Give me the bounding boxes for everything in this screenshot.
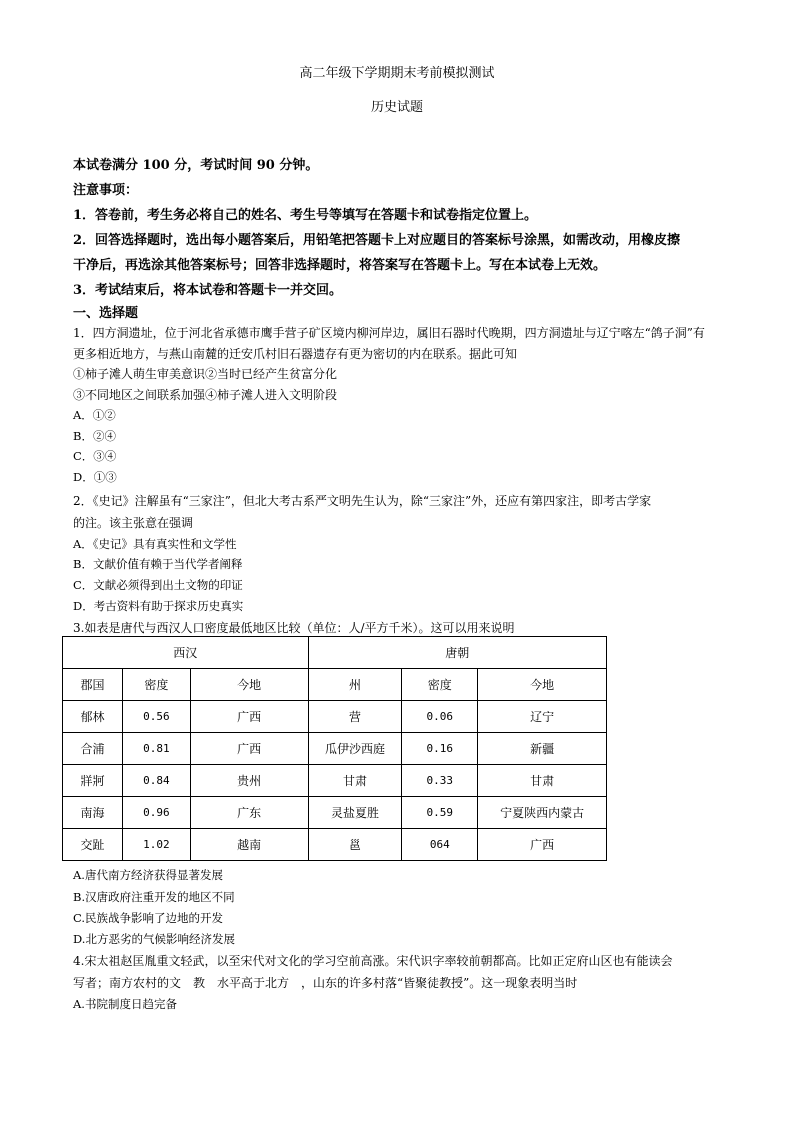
population-density-table [62,636,607,861]
table-cell: 0.81 [122,733,190,765]
q2-stem-line-2: 的注。该主张意在强调 [73,516,194,530]
group-header-western-han: 西汉 [63,637,309,669]
q2-stem-line-1: 2．《史记》注解虽有“三家注”，但北大考古系严文明先生认为，除“三家注”外，还应有第四家注，即考古学家 [73,494,652,508]
table-cell: 1.02 [122,829,190,861]
q2-option-a: A．《史记》具有真实性和文学性 [73,537,237,551]
table-cell: 宁夏陕西内蒙古 [478,797,607,829]
table-column-header-row [63,669,607,701]
table-cell: 甘肃 [308,765,402,797]
section-title: 一、选择题 [73,306,139,321]
table-cell: 南海 [63,797,123,829]
notice-item-2-line-2: 干净后，再选涂其他答案标号；回答非选择题时，将答案写在答题卡上。写在本试卷上无效。 [73,258,607,273]
table-cell: 0.16 [402,733,478,765]
column-header: 密度 [402,669,478,701]
table-cell: 合浦 [63,733,123,765]
table-cell: 0.56 [122,701,190,733]
q2-option-d: D．考古资料有助于探求历史真实 [73,599,244,613]
q3-stem: 3.如表是唐代与西汉人口密度最低地区比较（单位：人/平方千米）。这可以用来说明 [73,621,515,635]
q1-stem-line-2: 更多相近地方，与燕山南麓的迁安爪村旧石器遗存有更为密切的内在联系。据此可知 [73,347,518,361]
column-header: 今地 [478,669,607,701]
table-cell: 越南 [190,829,308,861]
q1-option-a: A．①② [73,408,116,422]
table-cell: 灵盐夏胜 [308,797,402,829]
table-row [63,765,607,797]
q3-option-d: D.北方恶劣的气候影响经济发展 [73,932,235,946]
table-cell: 广西 [478,829,607,861]
q3-option-c: C.民族战争影响了边地的开发 [73,911,224,925]
notice-item-3: 3．考试结束后，将本试卷和答题卡一并交回。 [73,283,343,298]
table-cell: 新疆 [478,733,607,765]
table-row [63,829,607,861]
table-cell: 甘肃 [478,765,607,797]
notice-intro: 本试卷满分 100 分，考试时间 90 分钟。 [73,158,319,173]
q2-option-c: C．文献必须得到出土文物的印证 [73,578,243,592]
table-row [63,733,607,765]
table-cell: 0.59 [402,797,478,829]
table-cell: 0.96 [122,797,190,829]
table-cell: 邕 [308,829,402,861]
table-cell: 辽宁 [478,701,607,733]
table-cell: 郁林 [63,701,123,733]
table-cell: 广东 [190,797,308,829]
column-header: 密度 [122,669,190,701]
q1-item-line-2: ③不同地区之间联系加强④柿子滩人进入文明阶段 [73,388,338,402]
table-cell: 瓜伊沙西庭 [308,733,402,765]
column-header: 郡国 [63,669,123,701]
table-cell: 0.84 [122,765,190,797]
q4-stem-line-2: 写者；南方农村的文 教 水平高于北方 ，山东的许多村落“皆聚徒教授”。这一现象表明当时 [73,976,578,990]
q1-option-b: B．②④ [73,429,116,443]
exam-subtitle: 历史试题 [370,100,423,115]
column-header: 今地 [190,669,308,701]
q1-option-d: D．①③ [73,470,117,484]
notice-item-2-line-1: 2．回答选择题时，选出每小题答案后，用铅笔把答题卡上对应题目的答案标号涂黑，如需改动，用橡皮擦 [73,233,681,248]
table-cell: 0.33 [402,765,478,797]
q2-option-b: B．文献价值有赖于当代学者阐释 [73,557,243,571]
table-cell: 营 [308,701,402,733]
q1-item-line-1: ①柿子滩人萌生审美意识②当时已经产生贫富分化 [73,367,338,381]
table-cell: 广西 [190,733,308,765]
table-cell: 贵州 [190,765,308,797]
q1-stem-line-1: 1．四方洞遗址，位于河北省承德市鹰手营子矿区境内柳河岸边，属旧石器时代晚期，四方洞遗址与辽宁喀左“鸽子洞”有 [73,326,705,340]
table-cell: 牂牁 [63,765,123,797]
notice-heading: 注意事项： [73,183,139,198]
group-header-tang: 唐朝 [308,637,606,669]
table-cell: 交趾 [63,829,123,861]
table-cell: 0.06 [402,701,478,733]
q3-option-b: B.汉唐政府注重开发的地区不同 [73,890,235,904]
q3-option-a: A.唐代南方经济获得显著发展 [73,868,223,882]
table-cell: 广西 [190,701,308,733]
exam-title: 高二年级下学期期末考前模拟测试 [299,66,495,81]
table-group-header-row [63,637,607,669]
table-row [63,797,607,829]
q4-stem-line-1: 4.宋太祖赵匡胤重文轻武，以至宋代对文化的学习空前高涨。宋代识字率较前朝都高。比如正定府山区也有能读会 [73,954,673,968]
table-row [63,701,607,733]
q4-option-a: A.书院制度日趋完备 [73,997,177,1011]
column-header: 州 [308,669,402,701]
notice-item-1: 1．答卷前，考生务必将自己的姓名、考生号等填写在答题卡和试卷指定位置上。 [73,208,538,223]
q1-option-c: C．③④ [73,449,117,463]
table-cell: 064 [402,829,478,861]
